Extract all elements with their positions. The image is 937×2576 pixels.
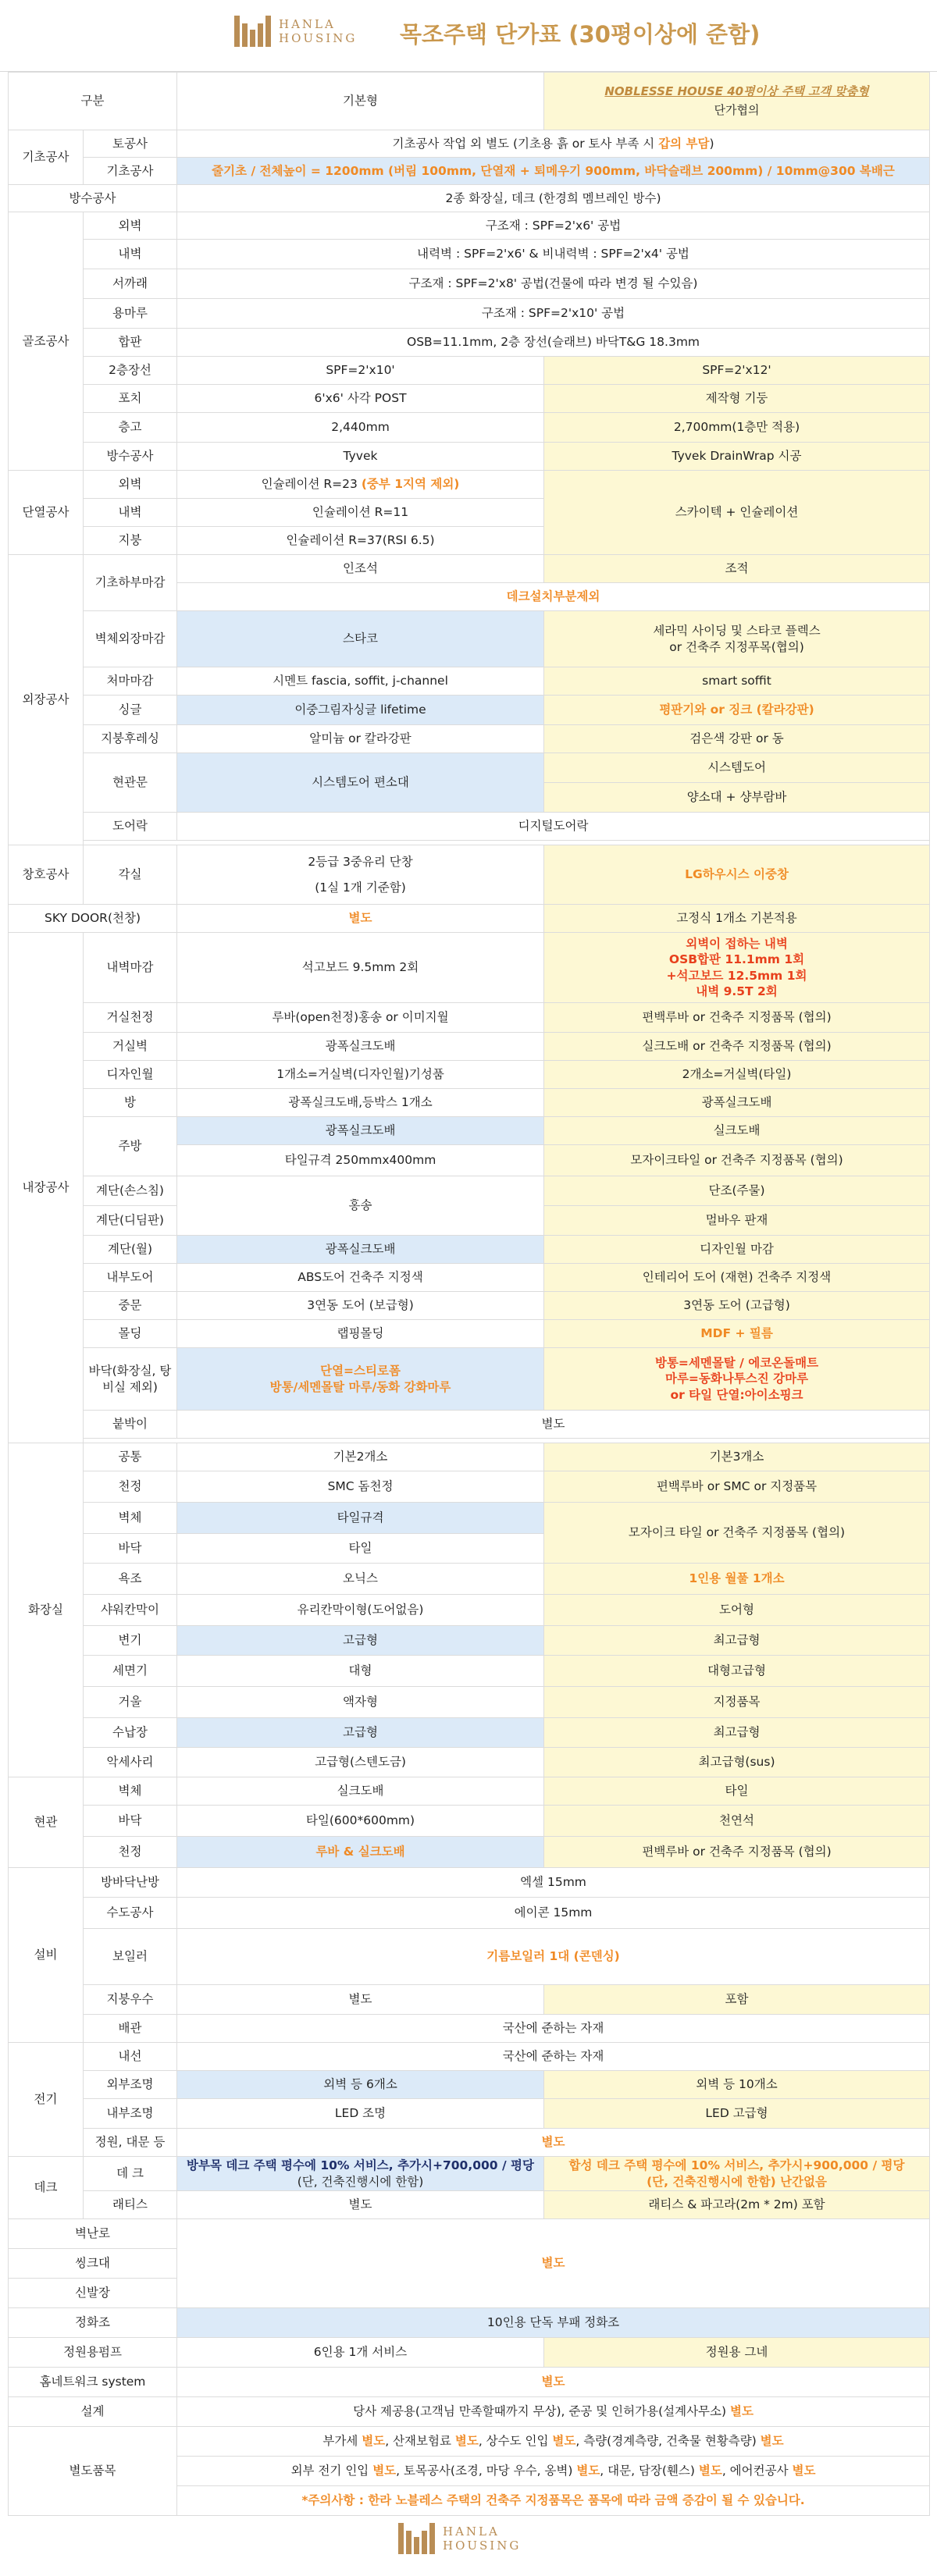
table-row (9, 905, 930, 933)
category-cell: 정원용펌프 (9, 2338, 177, 2368)
item-cell: 천정 (84, 1837, 177, 1868)
category-cell: 단열공사 (9, 471, 84, 555)
basic-cell: 광폭실크도배 (177, 1117, 544, 1145)
category-cell: 내장공사 (9, 933, 84, 1443)
table-row (9, 1564, 930, 1595)
table-header-row (9, 73, 930, 130)
premium-cell: smart soffit (544, 667, 930, 696)
item-cell: 주방 (84, 1117, 177, 1176)
table-row (9, 443, 930, 471)
item-cell: 거실천정 (84, 1003, 177, 1033)
item-cell: 도어락 (84, 813, 177, 841)
premium-cell: 편백루바 or 건축주 지정품목 (협의) (544, 1003, 930, 1033)
basic-cell: 광폭실크도배 (177, 1236, 544, 1264)
item-cell: 데 크 (84, 2157, 177, 2191)
table-row (9, 2338, 930, 2368)
table-row (9, 725, 930, 753)
item-cell: 공통 (84, 1443, 177, 1471)
basic-cell: 3연동 도어 (보급형) (177, 1292, 544, 1320)
basic-cell: 2등급 3중유리 단창 (1실 1개 기준함) (177, 845, 544, 905)
item-cell: 수도공사 (84, 1898, 177, 1929)
premium-cell: 최고급형(sus) (544, 1748, 930, 1777)
premium-cell: Tyvek DrainWrap 시공 (544, 443, 930, 471)
table-row (9, 413, 930, 443)
item-cell: 처마마감 (84, 667, 177, 696)
premium-cell: 광폭실크도배 (544, 1089, 930, 1117)
item-cell: 싱글 (84, 696, 177, 725)
value-cell: 데크설치부분제외 (177, 583, 930, 611)
item-cell: 2층장선 (84, 357, 177, 385)
category-cell: 별도품목 (9, 2427, 177, 2516)
table-row (9, 753, 930, 783)
table-row (9, 130, 930, 158)
premium-cell: 기본3개소 (544, 1443, 930, 1471)
table-row (9, 1003, 930, 1033)
table-row (9, 2308, 930, 2338)
basic-cell: 실크도배 (177, 1777, 544, 1806)
item-cell: 외벽 (84, 212, 177, 240)
item-cell: 용마루 (84, 299, 177, 329)
logo-text-line1: HANLA (443, 2524, 500, 2539)
item-cell: 내선 (84, 2043, 177, 2071)
table-row (9, 1656, 930, 1687)
table-row (9, 240, 930, 269)
item-cell: 배관 (84, 2015, 177, 2043)
column-header-basic: 기본형 (177, 73, 544, 130)
table-row (9, 1320, 930, 1348)
item-cell: 계단(손스침) (84, 1176, 177, 1206)
value-cell: 줄기초 / 전체높이 = 1200mm (버림 100mm, 단열재 + 퇴메우기 900mm, 바닥슬래브 200mm) / 10mm@300 복배근 (177, 158, 930, 185)
premium-cell: 1인용 월풀 1개소 (544, 1564, 930, 1595)
value-cell: 별도 (177, 2368, 930, 2397)
premium-cell: 모자이크타일 or 건축주 지정품목 (협의) (544, 1145, 930, 1176)
basic-cell: 타일(600*600mm) (177, 1806, 544, 1837)
table-row (9, 1176, 930, 1206)
item-cell: 층고 (84, 413, 177, 443)
category-cell: 씽크대 (9, 2249, 177, 2279)
item-cell: 토공사 (84, 130, 177, 158)
item-cell: 바닥 (84, 1806, 177, 1837)
item-cell: 래티스 (84, 2191, 177, 2219)
table-row (9, 269, 930, 299)
page-title: 목조주택 단가표 (30평이상에 준함) (400, 21, 761, 48)
column-header-premium (544, 73, 930, 130)
basic-cell: 광폭실크도배 (177, 1033, 544, 1061)
premium-cell: SPF=2'x12' (544, 357, 930, 385)
table-row (9, 1348, 930, 1411)
basic-cell: 유리칸막이형(도어없음) (177, 1595, 544, 1626)
basic-cell: 기본2개소 (177, 1443, 544, 1471)
value-cell: 별도 (177, 1411, 930, 1439)
table-row (9, 813, 930, 841)
premium-cell: 편백루바 or SMC or 지정품목 (544, 1471, 930, 1503)
basic-cell: 시멘트 fascia, soffit, j-channel (177, 667, 544, 696)
premium-cell: 3연동 도어 (고급형) (544, 1292, 930, 1320)
basic-cell: 방부목 데크 주택 평수에 10% 서비스, 추가시+700,000 / 평당 (단, 건축진행시에 한함) (177, 2157, 544, 2191)
value-cell: 외부 전기 인입 별도, 토목공사(조경, 마당 우수, 옹벽) 별도, 대문, 담장(휀스) 별도, 에어컨공사 별도 (177, 2457, 930, 2486)
premium-cell: 제작형 기둥 (544, 385, 930, 413)
value-cell: 국산에 준하는 자재 (177, 2015, 930, 2043)
item-cell: 변기 (84, 1626, 177, 1656)
premium-cell: 세라믹 사이딩 및 스타코 플렉스 or 건축주 지정푸목(협의) (544, 611, 930, 667)
premium-cell: 고정식 1개소 기본적용 (544, 905, 930, 933)
basic-cell: 6인용 1개 서비스 (177, 2338, 544, 2368)
table-row (9, 212, 930, 240)
table-row (9, 1868, 930, 1898)
premium-cell: 조적 (544, 555, 930, 583)
item-cell: 현관문 (84, 753, 177, 813)
premium-cell: 합성 데크 주택 평수에 10% 서비스, 추가시+900,000 / 평당 (단, 건축진행시에 한함) 난간없음 (544, 2157, 930, 2191)
basic-cell: LED 조명 (177, 2099, 544, 2129)
table-row (9, 2427, 930, 2457)
table-row (9, 185, 930, 212)
basic-cell: 고급형(스텐도금) (177, 1748, 544, 1777)
table-row (9, 471, 930, 499)
category-cell: 현관 (9, 1777, 84, 1868)
table-row (9, 329, 930, 357)
premium-cell: 실크도배 or 건축주 지정품목 (협의) (544, 1033, 930, 1061)
item-cell: 디자인월 (84, 1061, 177, 1089)
table-row (9, 1718, 930, 1748)
item-cell: 욕조 (84, 1564, 177, 1595)
logo-text-line1: HANLA (279, 17, 336, 31)
item-cell: 보일러 (84, 1929, 177, 1985)
table-row (9, 1264, 930, 1292)
basic-cell: 1개소=거실벽(디자인월)기성품 (177, 1061, 544, 1089)
basic-cell: 석고보드 9.5mm 2회 (177, 933, 544, 1003)
table-row (9, 1626, 930, 1656)
table-row (9, 1236, 930, 1264)
value-cell: 국산에 준하는 자재 (177, 2043, 930, 2071)
value-cell: 당사 제공용(고객님 만족할때까지 무상), 준공 및 인허가용(설계사무소) 별도 (177, 2397, 930, 2427)
logo-text-line2: HOUSING (279, 31, 358, 45)
premium-cell: 단조(주물) (544, 1176, 930, 1206)
basic-cell: SMC 돔천정 (177, 1471, 544, 1503)
table-row (9, 1117, 930, 1145)
item-cell: 붙박이 (84, 1411, 177, 1439)
premium-cell: 천연석 (544, 1806, 930, 1837)
premium-cell: 실크도배 (544, 1117, 930, 1145)
table-row (9, 2043, 930, 2071)
table-row (9, 2099, 930, 2129)
item-cell: 내벽마감 (84, 933, 177, 1003)
item-cell: 악세사리 (84, 1748, 177, 1777)
brand-logo (234, 16, 357, 47)
premium-cell: 시스템도어 (544, 753, 930, 783)
value-cell: 내력벽 : SPF=2'x6' & 비내력벽 : SPF=2'x4' 공법 (177, 240, 930, 269)
item-cell: 기초하부마감 (84, 555, 177, 611)
item-cell: 내벽 (84, 240, 177, 269)
footer-logo (398, 2523, 521, 2554)
basic-cell: 루바(open천정)홍송 or 이미지월 (177, 1003, 544, 1033)
category-cell: 홈네트워크 system (9, 2368, 177, 2397)
value-cell: 구조재 : SPF=2'x6' 공법 (177, 212, 930, 240)
table-row (9, 299, 930, 329)
table-row (9, 1985, 930, 2015)
premium-cell: 외벽이 접하는 내벽 OSB합판 11.1mm 1회 +석고보드 12.5mm 1회 내벽 9.5T 2회 (544, 933, 930, 1003)
table-row (9, 357, 930, 385)
table-row (9, 2157, 930, 2191)
premium-cell: 래티스 & 파고라(2m * 2m) 포함 (544, 2191, 930, 2219)
item-cell: 수납장 (84, 1718, 177, 1748)
value-cell: 별도 (177, 2129, 930, 2157)
item-cell: 외부조명 (84, 2071, 177, 2099)
premium-subtitle: 단가협의 (714, 102, 760, 117)
value-cell: 구조재 : SPF=2'x10' 공법 (177, 299, 930, 329)
item-cell: 벽체 (84, 1777, 177, 1806)
basic-cell: 인슐레이션 R=23 (중부 1지역 제외) (177, 471, 544, 499)
value-cell: OSB=11.1mm, 2층 장선(슬래브) 바닥T&G 18.3mm (177, 329, 930, 357)
table-row (9, 1503, 930, 1534)
value-cell: 기초공사 작업 외 별도 (기초용 흙 or 토사 부족 시 갑의 부담) (177, 130, 930, 158)
item-cell: 벽체 (84, 1503, 177, 1534)
table-row (9, 1595, 930, 1626)
table-row (9, 1687, 930, 1718)
premium-title: NOBLESSE HOUSE 40평이상 주택 고객 맞춤형 (604, 84, 869, 98)
logo-mark-icon (234, 16, 271, 47)
item-cell: 내부도어 (84, 1264, 177, 1292)
table-row (9, 2191, 930, 2219)
category-cell: SKY DOOR(천창) (9, 905, 177, 933)
value-cell: 디지털도어락 (177, 813, 930, 841)
category-cell: 데크 (9, 2157, 84, 2219)
value-cell: 2종 화장실, 데크 (한경희 멤브레인 방수) (177, 185, 930, 212)
category-cell: 방수공사 (9, 185, 177, 212)
premium-cell: LED 고급형 (544, 2099, 930, 2129)
category-cell: 창호공사 (9, 845, 84, 905)
item-cell: 세면기 (84, 1656, 177, 1687)
basic-cell: 2,440mm (177, 413, 544, 443)
notice-cell: *주의사항 : 한라 노블레스 주택의 건축주 지정품목은 품목에 따라 금액 증감이 될 수 있습니다. (177, 2486, 930, 2516)
item-cell: 중문 (84, 1292, 177, 1320)
premium-cell: 정원용 그네 (544, 2338, 930, 2368)
basic-cell: 인슐레이션 R=37(RSI 6.5) (177, 527, 544, 555)
table-row (9, 696, 930, 725)
footer (0, 2517, 937, 2576)
premium-cell: 편백루바 or 건축주 지정품목 (협의) (544, 1837, 930, 1868)
table-row (9, 1748, 930, 1777)
category-cell: 정화조 (9, 2308, 177, 2338)
item-cell: 기초공사 (84, 158, 177, 185)
basic-cell: 랩핑몰딩 (177, 1320, 544, 1348)
value-cell: 10인용 단독 부패 정화조 (177, 2308, 930, 2338)
premium-cell: 포함 (544, 1985, 930, 2015)
table-row (9, 1837, 930, 1868)
basic-cell: SPF=2'x10' (177, 357, 544, 385)
item-cell: 외벽 (84, 471, 177, 499)
table-row (9, 555, 930, 583)
premium-cell: 스카이텍 + 인슐레이션 (544, 471, 930, 555)
table-row (9, 2219, 930, 2249)
premium-cell: LG하우시스 이중창 (544, 845, 930, 905)
basic-cell: 타일 (177, 1534, 544, 1564)
premium-cell: 검은색 강판 or 동 (544, 725, 930, 753)
table-row (9, 385, 930, 413)
item-cell: 방 (84, 1089, 177, 1117)
table-row (9, 1443, 930, 1471)
item-cell: 정원, 대문 등 (84, 2129, 177, 2157)
item-cell: 내벽 (84, 499, 177, 527)
logo-mark-icon (398, 2523, 435, 2554)
value-cell: 별도 (177, 2219, 930, 2308)
basic-cell: 홍송 (177, 1176, 544, 1236)
item-cell: 벽체외장마감 (84, 611, 177, 667)
item-cell: 방수공사 (84, 443, 177, 471)
basic-cell: 인조석 (177, 555, 544, 583)
item-cell: 지붕후레싱 (84, 725, 177, 753)
basic-cell: 외벽 등 6개소 (177, 2071, 544, 2099)
category-cell: 벽난로 (9, 2219, 177, 2249)
premium-cell: 멀바우 판재 (544, 1206, 930, 1236)
value-cell: 기름보일러 1대 (콘덴싱) (177, 1929, 930, 1985)
category-cell: 골조공사 (9, 212, 84, 471)
table-row (9, 1033, 930, 1061)
item-cell: 바닥 (84, 1534, 177, 1564)
category-cell: 설비 (9, 1868, 84, 2043)
category-cell: 신발장 (9, 2279, 177, 2308)
basic-cell: 인슐레이션 R=11 (177, 499, 544, 527)
basic-cell: 이중그림자싱글 lifetime (177, 696, 544, 725)
basic-cell: 타일규격 (177, 1503, 544, 1534)
premium-cell: 외벽 등 10개소 (544, 2071, 930, 2099)
category-cell: 전기 (9, 2043, 84, 2157)
basic-cell: 고급형 (177, 1718, 544, 1748)
premium-cell: 디자인월 마감 (544, 1236, 930, 1264)
table-row (9, 2397, 930, 2427)
premium-cell: 방통=세멘몰탈 / 에코온돌매트 마루=동화나투스진 강마루 or 타일 단열:아이소핑크 (544, 1348, 930, 1411)
value-cell: 구조재 : SPF=2'x8' 공법(건물에 따라 변경 될 수있음) (177, 269, 930, 299)
table-row (9, 1471, 930, 1503)
table-row (9, 1061, 930, 1089)
item-cell: 계단(디딤판) (84, 1206, 177, 1236)
premium-cell: MDF + 필름 (544, 1320, 930, 1348)
table-row (9, 1806, 930, 1837)
logo-text-line2: HOUSING (443, 2539, 522, 2553)
table-row (9, 1929, 930, 1985)
basic-cell: 스타코 (177, 611, 544, 667)
basic-cell: ABS도어 건축주 지정색 (177, 1264, 544, 1292)
basic-cell: Tyvek (177, 443, 544, 471)
item-cell: 지붕우수 (84, 1985, 177, 2015)
category-cell: 화장실 (9, 1443, 84, 1777)
basic-cell: 6'x6' 사각 POST (177, 385, 544, 413)
premium-cell: 타일 (544, 1777, 930, 1806)
table-row (9, 2129, 930, 2157)
column-header-category: 구분 (9, 73, 177, 130)
basic-cell: 고급형 (177, 1626, 544, 1656)
category-cell: 설계 (9, 2397, 177, 2427)
premium-cell: 최고급형 (544, 1718, 930, 1748)
value-cell: 엑셀 15mm (177, 1868, 930, 1898)
item-cell: 샤워칸막이 (84, 1595, 177, 1626)
premium-cell: 대형고급형 (544, 1656, 930, 1687)
premium-cell: 모자이크 타일 or 건축주 지정품목 (협의) (544, 1503, 930, 1564)
table-row (9, 2015, 930, 2043)
item-cell: 계단(월) (84, 1236, 177, 1264)
item-cell: 각실 (84, 845, 177, 905)
table-row (9, 1777, 930, 1806)
basic-cell: 루바 & 실크도배 (177, 1837, 544, 1868)
item-cell: 내부조명 (84, 2099, 177, 2129)
table-row (9, 1089, 930, 1117)
item-cell: 방바닥난방 (84, 1868, 177, 1898)
item-cell: 바닥(화장실, 탕비실 제외) (84, 1348, 177, 1411)
premium-cell: 지정품목 (544, 1687, 930, 1718)
item-cell: 거실벽 (84, 1033, 177, 1061)
value-cell: 부가세 별도, 산재보험료 별도, 상수도 인입 별도, 측량(경계측량, 건축물 현황측량) 별도 (177, 2427, 930, 2457)
table-row (9, 2071, 930, 2099)
basic-cell: 대형 (177, 1656, 544, 1687)
item-cell: 합판 (84, 329, 177, 357)
table-row (9, 845, 930, 905)
table-row (9, 1411, 930, 1439)
basic-cell: 별도 (177, 1985, 544, 2015)
table-row (9, 611, 930, 667)
spec-table (8, 72, 930, 2516)
item-cell: 몰딩 (84, 1320, 177, 1348)
item-cell: 거울 (84, 1687, 177, 1718)
item-cell: 천정 (84, 1471, 177, 1503)
table-row (9, 667, 930, 696)
basic-cell: 단열=스티로폼 방통/세멘몰탈 마루/동화 강화마루 (177, 1348, 544, 1411)
premium-cell: 도어형 (544, 1595, 930, 1626)
logo-text (443, 2524, 521, 2553)
table-row (9, 1898, 930, 1929)
basic-cell: 광폭실크도배,등박스 1개소 (177, 1089, 544, 1117)
premium-cell: 2,700mm(1층만 적용) (544, 413, 930, 443)
basic-cell: 액자형 (177, 1687, 544, 1718)
value-cell: 에이콘 15mm (177, 1898, 930, 1929)
basic-cell: 알미늄 or 칼라강판 (177, 725, 544, 753)
premium-cell: 평판기와 or 징크 (칼라강판) (544, 696, 930, 725)
header (0, 0, 937, 72)
category-cell: 외장공사 (9, 555, 84, 845)
table-row (9, 158, 930, 185)
item-cell: 서까래 (84, 269, 177, 299)
basic-cell: 별도 (177, 2191, 544, 2219)
basic-cell: 타일규격 250mmx400mm (177, 1145, 544, 1176)
table-row (9, 933, 930, 1003)
basic-cell: 시스템도어 편소대 (177, 753, 544, 813)
table-row (9, 2368, 930, 2397)
premium-cell: 2개소=거실벽(타일) (544, 1061, 930, 1089)
item-cell: 포치 (84, 385, 177, 413)
premium-cell: 양소대 + 샹부람바 (544, 783, 930, 813)
item-cell: 지붕 (84, 527, 177, 555)
table-row (9, 1292, 930, 1320)
category-cell: 기초공사 (9, 130, 84, 185)
premium-cell: 인테리어 도어 (재현) 건축주 지정색 (544, 1264, 930, 1292)
premium-cell: 최고급형 (544, 1626, 930, 1656)
logo-text (279, 17, 357, 45)
basic-cell: 오닉스 (177, 1564, 544, 1595)
basic-cell: 별도 (177, 905, 544, 933)
